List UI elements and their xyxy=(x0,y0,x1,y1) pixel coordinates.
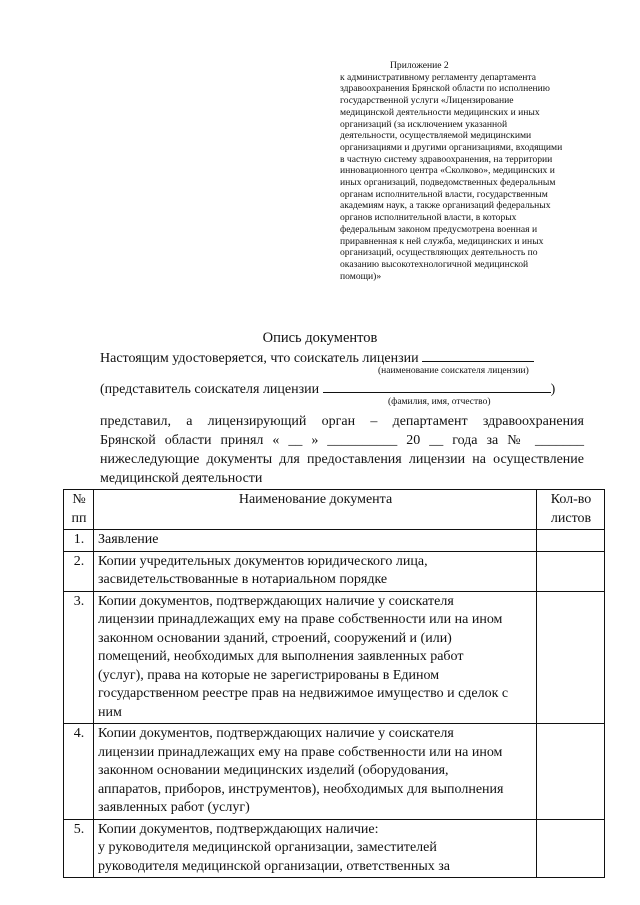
representative-line xyxy=(100,379,555,398)
row-number: 5. xyxy=(64,819,94,878)
table-row xyxy=(64,724,605,820)
document-title: Опись документов xyxy=(262,330,378,346)
row-number: 4. xyxy=(64,724,94,820)
representative-close: ) xyxy=(550,382,556,397)
appendix-line: организаций (за исключением указанной xyxy=(340,118,508,130)
row-document-name: Копии документов, подтверждающих наличие у соискателя лицензии принадлежащих ему на праве собственности или на ином законном основании зданий, строений, сооружений и (или) помещений, необходимых для выполнения заявленных работ (услуг), права на которые не зарегистрированы в Едином государственном реестре прав на недвижимое имущество и сделок с ним xyxy=(94,591,537,724)
row-sheet-count[interactable] xyxy=(537,724,605,820)
header-number: № пп xyxy=(64,490,94,530)
appendix-line: здравоохранения Брянской области по исполнению xyxy=(340,83,550,95)
appendix-line: организаций, осуществляющих деятельность по xyxy=(340,247,538,259)
paragraph-line: Брянской области принял « __ » __________ 20 __ года за № _______ xyxy=(100,433,584,448)
representative-name-field[interactable] xyxy=(323,379,551,393)
appendix-line: органов исполнительной власти, в которых xyxy=(340,212,517,224)
table-row xyxy=(64,819,605,878)
table-header-row xyxy=(64,490,605,530)
row-sheet-count[interactable] xyxy=(537,591,605,724)
row-document-name: Заявление xyxy=(94,530,537,552)
table-row xyxy=(64,591,605,724)
appendix-line: к административному регламенту департамента xyxy=(340,71,536,83)
appendix-line: инновационного центра «Сколково», медицинских и xyxy=(340,165,555,177)
appendix-line: приравненная к ней служба, медицинских и иных xyxy=(340,235,544,247)
row-document-name: Копии учредительных документов юридического лица, засвидетельствованные в нотариальном порядке xyxy=(94,551,537,591)
appendix-line: федеральным законом предусмотрена военная и xyxy=(340,223,538,235)
applicant-name-field[interactable] xyxy=(422,348,534,362)
row-number: 1. xyxy=(64,530,94,552)
certify-line xyxy=(100,348,534,367)
header-sheet-count: Кол-во листов xyxy=(537,490,605,530)
row-number: 2. xyxy=(64,551,94,591)
appendix-title: Приложение 2 xyxy=(390,60,449,71)
row-document-name: Копии документов, подтверждающих наличие у соискателя лицензии принадлежащих ему на праве собственности или на ином законном основании медицинских изделий (оборудования, аппаратов, приборов, инструментов), необходимых для выполнения заявленных работ (услуг) xyxy=(94,724,537,820)
header-document-name: Наименование документа xyxy=(94,490,537,530)
paragraph-line: нижеследующие документы для предоставления лицензии на осуществление xyxy=(100,452,584,467)
appendix-line: оказанию высокотехнологичной медицинской xyxy=(340,258,529,270)
table-row xyxy=(64,551,605,591)
row-number: 3. xyxy=(64,591,94,724)
paragraph-line: представил, а лицензирующий орган – департамент здравоохранения xyxy=(100,414,584,429)
applicant-caption: (наименование соискателя лицензии) xyxy=(378,366,529,376)
certify-text: Настоящим удостоверяется, что соискатель лицензии xyxy=(100,351,419,366)
appendix-block xyxy=(340,60,590,282)
paragraph-line: медицинской деятельности xyxy=(100,471,263,486)
row-document-name: Копии документов, подтверждающих наличие: у руководителя медицинской организации, заместителей руководителя медицинской организации, ответственных за xyxy=(94,819,537,878)
appendix-line: органам исполнительной власти, государственным xyxy=(340,188,548,200)
acceptance-paragraph xyxy=(100,412,584,488)
appendix-line: академиям наук, а также организаций федеральных xyxy=(340,200,551,212)
documents-table xyxy=(63,489,605,878)
appendix-line: деятельности, осуществляемой медицинскими xyxy=(340,130,532,142)
table-row xyxy=(64,530,605,552)
appendix-line: в частную систему здравоохранения, на территории xyxy=(340,153,553,165)
representative-caption: (фамилия, имя, отчество) xyxy=(388,397,491,407)
appendix-line: медицинской деятельности медицинских и иных xyxy=(340,106,540,118)
appendix-line: государственной услуги «Лицензирование xyxy=(340,95,514,107)
appendix-line: помощи)» xyxy=(340,270,382,282)
row-sheet-count[interactable] xyxy=(537,530,605,552)
row-sheet-count[interactable] xyxy=(537,819,605,878)
appendix-line: организациями и другими организациями, входящими xyxy=(340,141,563,153)
appendix-line: иных организаций, подведомственных федеральным xyxy=(340,177,556,189)
representative-text: (представитель соискателя лицензии xyxy=(100,382,320,397)
row-sheet-count[interactable] xyxy=(537,551,605,591)
